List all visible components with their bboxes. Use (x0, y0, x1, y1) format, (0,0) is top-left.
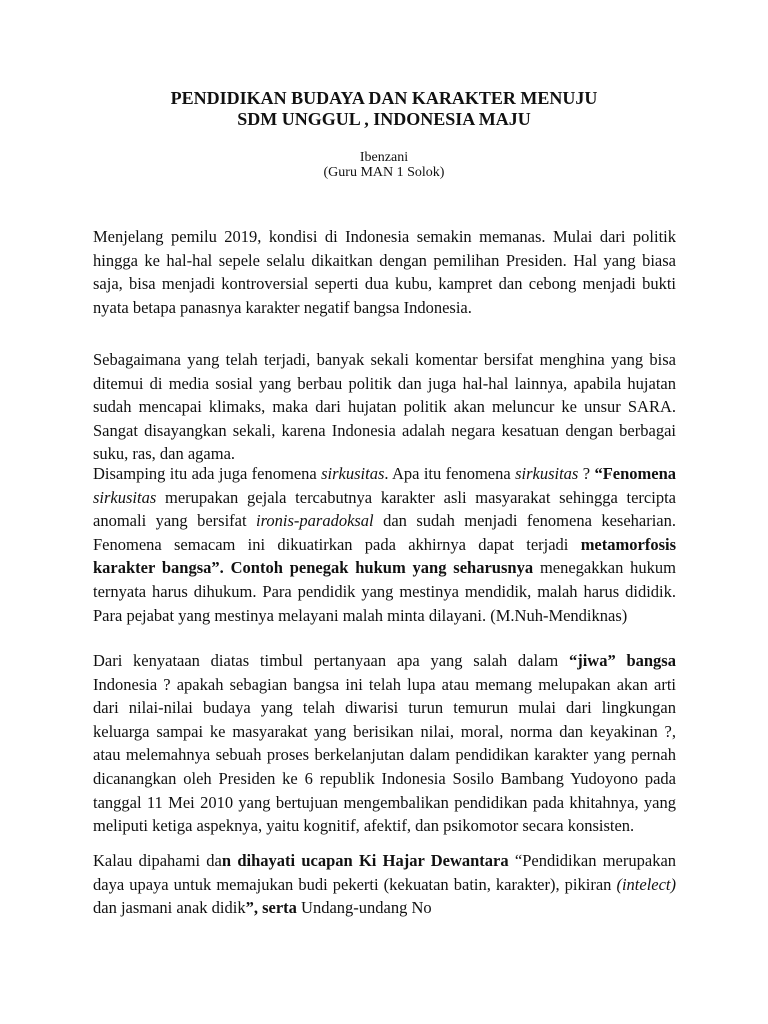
text-run: Dari kenyataan diatas timbul pertanyaan apa yang salah dalam (93, 651, 569, 670)
document-title-line-2: SDM UNGGUL , INDONESIA MAJU (237, 109, 531, 129)
text-run: Kalau dipahami da (93, 851, 222, 870)
paragraph-1: Menjelang pemilu 2019, kondisi di Indonesia semakin memanas. Mulai dari politik hingga ke hal-hal sepele selalu dikaitkan dengan pemilihan Presiden. Hal yang biasa saja, bisa menjadi kontroversial seperti dua kubu, kampret dan cebong menjadi bukti nyata betapa panasnya karakter negatif bangsa Indonesia. (93, 227, 676, 317)
paragraph-5 (93, 849, 676, 920)
bold-phrase: metamorfosis karakter bangsa”. Contoh penegak hukum yang seharusnya (93, 534, 676, 578)
text-run: . Apa itu fenomena (384, 464, 516, 483)
text-run: menegakkan hukum ternyata harus dihukum. Para pendidik yang mestinya mendidik, malah harus dididik. Para pejabat yang mestinya melayani malah minta dilayani. (M.Nuh-Mendiknas) (93, 558, 676, 625)
paragraph-2: Sebagaimana yang telah terjadi, banyak sekali komentar bersifat menghina yang bisa ditemui di media sosial yang berbau politik dan juga hal-hal lainnya, apabila hujatan sudah mencapai klimaks, maka dari hujatan politik akan meluncur ke unsur SARA. Sangat disayangkan sekali, karena Indonesia adalah negara kesatuan dengan berbagai suku, ras, dan agama. (93, 350, 676, 464)
text-run: Disamping itu ada juga fenomena (93, 464, 322, 483)
bold-term: “Fenomena (594, 464, 677, 483)
italic-term: (intelect) (616, 874, 676, 894)
italic-term: sirkusitas (321, 464, 385, 483)
text-run: merupakan gejala tercabutnya karakter asli masyarakat sehingga tercipta anomali yang bersifat (93, 487, 676, 531)
italic-term: sirkusitas (515, 464, 579, 483)
paragraph-4 (93, 649, 676, 838)
bold-phrase: n dihayati ucapan Ki Hajar Dewantara (221, 851, 509, 870)
bold-phrase: ”, serta (245, 898, 297, 918)
paragraph-3 (93, 462, 676, 627)
text-run: ? (578, 464, 595, 483)
text-run: dan jasmani anak didik (93, 898, 246, 918)
document-title-line-1: PENDIDIKAN BUDAYA DAN KARAKTER MENUJU (170, 88, 598, 108)
text-run: Indonesia ? apakah sebagian bangsa ini telah lupa atau memang melupakan akan arti dari nilai-nilai budaya yang telah diwarisi turun temurun mulai dari lingkungan keluarga sampai ke masyarakat yang berisikan nilai, moral, norma dan keyakinan ?, atau melemahnya sebuah proses berkelanjutan dalam pendidikan karakter yang pernah dicanangkan oleh Presiden ke 6 republik Indonesia Sosilo Bambang Yudoyono pada tanggal 11 Mei 2010 yang bertujuan mengembalikan pendidikan pada khitahnya, yang meliputi ketiga aspeknya, yaitu kognitif, afektif, dan psikomotor secara konsisten. (93, 674, 676, 836)
italic-term: ironis-paradoksal (256, 511, 374, 531)
text-run: dan sudah menjadi fenomena keseharian. Fenomena semacam ini dikuatirkan pada akhirnya dapat terjadi (93, 511, 677, 554)
bold-phrase: “jiwa” bangsa (568, 651, 676, 670)
text-run: “Pendidikan merupakan daya upaya untuk memajukan budi pekerti (kekuatan batin, karakter), pikiran (93, 851, 677, 894)
italic-term: sirkusitas (93, 487, 157, 507)
author-name: Ibenzani (359, 150, 409, 165)
author-affiliation: (Guru MAN 1 Solok) (323, 165, 445, 180)
text-run: Undang-undang No (296, 898, 432, 918)
